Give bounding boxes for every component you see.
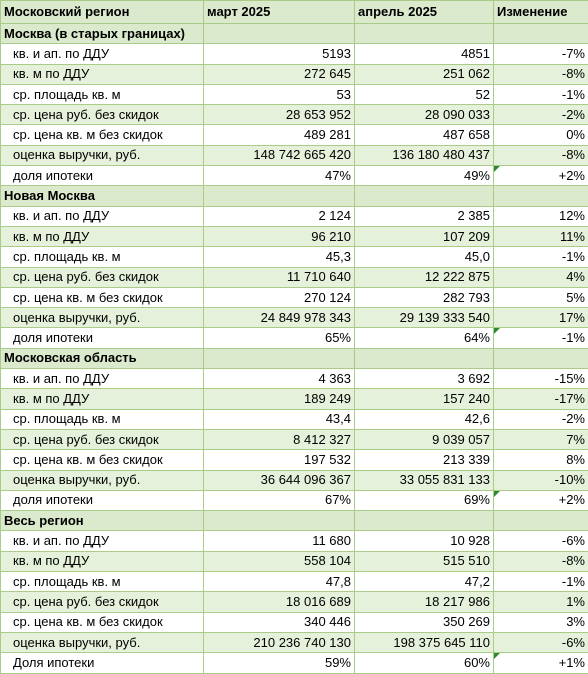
april-value[interactable]: 28 090 033 <box>355 105 494 125</box>
march-value[interactable]: 18 016 689 <box>204 592 355 612</box>
table-row <box>1 105 588 125</box>
march-value[interactable]: 59% <box>204 653 355 673</box>
table-row <box>1 450 588 470</box>
row-label[interactable]: ср. цена кв. м без скидок <box>1 287 204 307</box>
change-value[interactable]: +1% <box>494 653 588 673</box>
march-value[interactable]: 24 849 978 343 <box>204 308 355 328</box>
section-empty-cell[interactable] <box>494 186 588 206</box>
april-value[interactable]: 213 339 <box>355 450 494 470</box>
table-row <box>1 206 588 226</box>
march-value[interactable]: 28 653 952 <box>204 105 355 125</box>
row-label[interactable]: доля ипотеки <box>1 166 204 186</box>
row-label[interactable]: кв. и ап. по ДДУ <box>1 531 204 551</box>
march-value[interactable]: 36 644 096 367 <box>204 470 355 490</box>
table-row <box>1 531 588 551</box>
section-empty-cell[interactable] <box>494 348 588 368</box>
row-label[interactable]: ср. площадь кв. м <box>1 84 204 104</box>
april-value[interactable]: 107 209 <box>355 226 494 246</box>
march-value[interactable]: 65% <box>204 328 355 348</box>
march-value[interactable]: 45,3 <box>204 247 355 267</box>
row-label[interactable]: ср. площадь кв. м <box>1 409 204 429</box>
march-value[interactable]: 43,4 <box>204 409 355 429</box>
april-value[interactable]: 136 180 480 437 <box>355 145 494 165</box>
section-empty-cell[interactable] <box>355 24 494 44</box>
table-row <box>1 287 588 307</box>
april-value[interactable]: 515 510 <box>355 551 494 571</box>
april-value[interactable]: 12 222 875 <box>355 267 494 287</box>
april-value[interactable]: 198 375 645 110 <box>355 632 494 652</box>
section-empty-cell[interactable] <box>494 24 588 44</box>
row-label[interactable]: оценка выручки, руб. <box>1 145 204 165</box>
change-value[interactable]: -7% <box>494 44 588 64</box>
table-row <box>1 389 588 409</box>
table-row <box>1 64 588 84</box>
row-label[interactable]: ср. цена руб. без скидок <box>1 429 204 449</box>
row-label[interactable]: кв. и ап. по ДДУ <box>1 369 204 389</box>
change-value[interactable]: -15% <box>494 369 588 389</box>
april-value[interactable]: 69% <box>355 490 494 510</box>
change-value[interactable]: 17% <box>494 308 588 328</box>
table-row <box>1 409 588 429</box>
april-value[interactable]: 487 658 <box>355 125 494 145</box>
april-value[interactable]: 2 385 <box>355 206 494 226</box>
april-value[interactable]: 60% <box>355 653 494 673</box>
row-label[interactable]: доля ипотеки <box>1 328 204 348</box>
row-label[interactable]: оценка выручки, руб. <box>1 470 204 490</box>
row-label[interactable]: кв. и ап. по ДДУ <box>1 206 204 226</box>
section-empty-cell[interactable] <box>494 511 588 531</box>
table-row <box>1 247 588 267</box>
row-label[interactable]: оценка выручки, руб. <box>1 308 204 328</box>
april-value[interactable]: 33 055 831 133 <box>355 470 494 490</box>
header-row <box>1 1 588 24</box>
change-value[interactable]: 5% <box>494 287 588 307</box>
change-value[interactable]: -1% <box>494 84 588 104</box>
april-value[interactable]: 282 793 <box>355 287 494 307</box>
march-value[interactable]: 11 710 640 <box>204 267 355 287</box>
section-empty-cell[interactable] <box>355 348 494 368</box>
march-value[interactable]: 340 446 <box>204 612 355 632</box>
change-value[interactable]: 1% <box>494 592 588 612</box>
table-row <box>1 592 588 612</box>
section-empty-cell[interactable] <box>204 24 355 44</box>
change-value[interactable]: 12% <box>494 206 588 226</box>
march-value[interactable]: 270 124 <box>204 287 355 307</box>
change-value[interactable]: -6% <box>494 632 588 652</box>
section-title[interactable]: Московская область <box>1 348 204 368</box>
change-value[interactable]: 0% <box>494 125 588 145</box>
april-value[interactable]: 9 039 057 <box>355 429 494 449</box>
change-value[interactable]: -17% <box>494 389 588 409</box>
april-value[interactable]: 52 <box>355 84 494 104</box>
march-value[interactable]: 47,8 <box>204 572 355 592</box>
march-value[interactable]: 148 742 665 420 <box>204 145 355 165</box>
row-label[interactable]: ср. цена руб. без скидок <box>1 592 204 612</box>
row-label[interactable]: ср. цена кв. м без скидок <box>1 125 204 145</box>
march-value[interactable]: 210 236 740 130 <box>204 632 355 652</box>
april-value[interactable]: 251 062 <box>355 64 494 84</box>
march-value[interactable]: 67% <box>204 490 355 510</box>
march-value[interactable]: 558 104 <box>204 551 355 571</box>
row-label[interactable]: Доля ипотеки <box>1 653 204 673</box>
row-label[interactable]: кв. м по ДДУ <box>1 389 204 409</box>
row-label[interactable]: ср. цена кв. м без скидок <box>1 612 204 632</box>
change-value[interactable]: -8% <box>494 64 588 84</box>
table-row <box>1 612 588 632</box>
change-value[interactable]: +2% <box>494 490 588 510</box>
section-empty-cell[interactable] <box>204 186 355 206</box>
change-value[interactable]: 7% <box>494 429 588 449</box>
march-value[interactable]: 489 281 <box>204 125 355 145</box>
change-value[interactable]: -8% <box>494 145 588 165</box>
march-value[interactable]: 197 532 <box>204 450 355 470</box>
change-value[interactable]: -8% <box>494 551 588 571</box>
april-value[interactable]: 4851 <box>355 44 494 64</box>
header-change[interactable]: Изменение <box>494 1 588 24</box>
march-value[interactable]: 4 363 <box>204 369 355 389</box>
row-label[interactable]: оценка выручки, руб. <box>1 632 204 652</box>
section-title[interactable]: Москва (в старых границах) <box>1 24 204 44</box>
change-value[interactable]: -2% <box>494 105 588 125</box>
change-value[interactable]: 8% <box>494 450 588 470</box>
march-value[interactable]: 96 210 <box>204 226 355 246</box>
section-title[interactable]: Весь регион <box>1 511 204 531</box>
march-value[interactable]: 2 124 <box>204 206 355 226</box>
table-row <box>1 429 588 449</box>
row-label[interactable]: ср. цена кв. м без скидок <box>1 450 204 470</box>
april-value[interactable]: 10 928 <box>355 531 494 551</box>
change-value[interactable]: -1% <box>494 247 588 267</box>
table-row <box>1 572 588 592</box>
table-row <box>1 470 588 490</box>
table-row <box>1 551 588 571</box>
row-label[interactable]: ср. цена руб. без скидок <box>1 267 204 287</box>
table-row <box>1 125 588 145</box>
row-label[interactable]: кв. и ап. по ДДУ <box>1 44 204 64</box>
table-row <box>1 328 588 348</box>
table-row <box>1 145 588 165</box>
april-value[interactable]: 45,0 <box>355 247 494 267</box>
table-row <box>1 653 588 673</box>
april-value[interactable]: 64% <box>355 328 494 348</box>
table-row <box>1 490 588 510</box>
table-row <box>1 84 588 104</box>
row-label[interactable]: кв. м по ДДУ <box>1 64 204 84</box>
change-value[interactable]: 3% <box>494 612 588 632</box>
change-value[interactable]: -10% <box>494 470 588 490</box>
change-value[interactable]: -1% <box>494 328 588 348</box>
april-value[interactable]: 47,2 <box>355 572 494 592</box>
april-value[interactable]: 18 217 986 <box>355 592 494 612</box>
section-empty-cell[interactable] <box>355 511 494 531</box>
section-empty-cell[interactable] <box>204 348 355 368</box>
march-value[interactable]: 189 249 <box>204 389 355 409</box>
header-march[interactable]: март 2025 <box>204 1 355 24</box>
row-label[interactable]: ср. площадь кв. м <box>1 572 204 592</box>
march-value[interactable]: 53 <box>204 84 355 104</box>
header-region[interactable]: Московский регион <box>1 1 204 24</box>
march-value[interactable]: 5193 <box>204 44 355 64</box>
section-header-row <box>1 186 588 206</box>
section-empty-cell[interactable] <box>355 186 494 206</box>
row-label[interactable]: доля ипотеки <box>1 490 204 510</box>
april-value[interactable]: 49% <box>355 166 494 186</box>
section-header-row <box>1 511 588 531</box>
april-value[interactable]: 42,6 <box>355 409 494 429</box>
section-title[interactable]: Новая Москва <box>1 186 204 206</box>
row-label[interactable]: кв. м по ДДУ <box>1 551 204 571</box>
march-value[interactable]: 11 680 <box>204 531 355 551</box>
row-label[interactable]: ср. цена руб. без скидок <box>1 105 204 125</box>
april-value[interactable]: 350 269 <box>355 612 494 632</box>
april-value[interactable]: 29 139 333 540 <box>355 308 494 328</box>
table-row <box>1 308 588 328</box>
row-label[interactable]: ср. площадь кв. м <box>1 247 204 267</box>
change-value[interactable]: -2% <box>494 409 588 429</box>
change-value[interactable]: -1% <box>494 572 588 592</box>
table-row <box>1 267 588 287</box>
change-value[interactable]: +2% <box>494 166 588 186</box>
table-row <box>1 632 588 652</box>
header-april[interactable]: апрель 2025 <box>355 1 494 24</box>
change-value[interactable]: 4% <box>494 267 588 287</box>
change-value[interactable]: 11% <box>494 226 588 246</box>
april-value[interactable]: 3 692 <box>355 369 494 389</box>
april-value[interactable]: 157 240 <box>355 389 494 409</box>
march-value[interactable]: 272 645 <box>204 64 355 84</box>
table-body <box>1 1 588 674</box>
march-value[interactable]: 8 412 327 <box>204 429 355 449</box>
section-header-row <box>1 348 588 368</box>
section-empty-cell[interactable] <box>204 511 355 531</box>
row-label[interactable]: кв. м по ДДУ <box>1 226 204 246</box>
table-row <box>1 166 588 186</box>
march-value[interactable]: 47% <box>204 166 355 186</box>
section-header-row <box>1 24 588 44</box>
table-row <box>1 369 588 389</box>
table-row <box>1 44 588 64</box>
change-value[interactable]: -6% <box>494 531 588 551</box>
table-row <box>1 226 588 246</box>
